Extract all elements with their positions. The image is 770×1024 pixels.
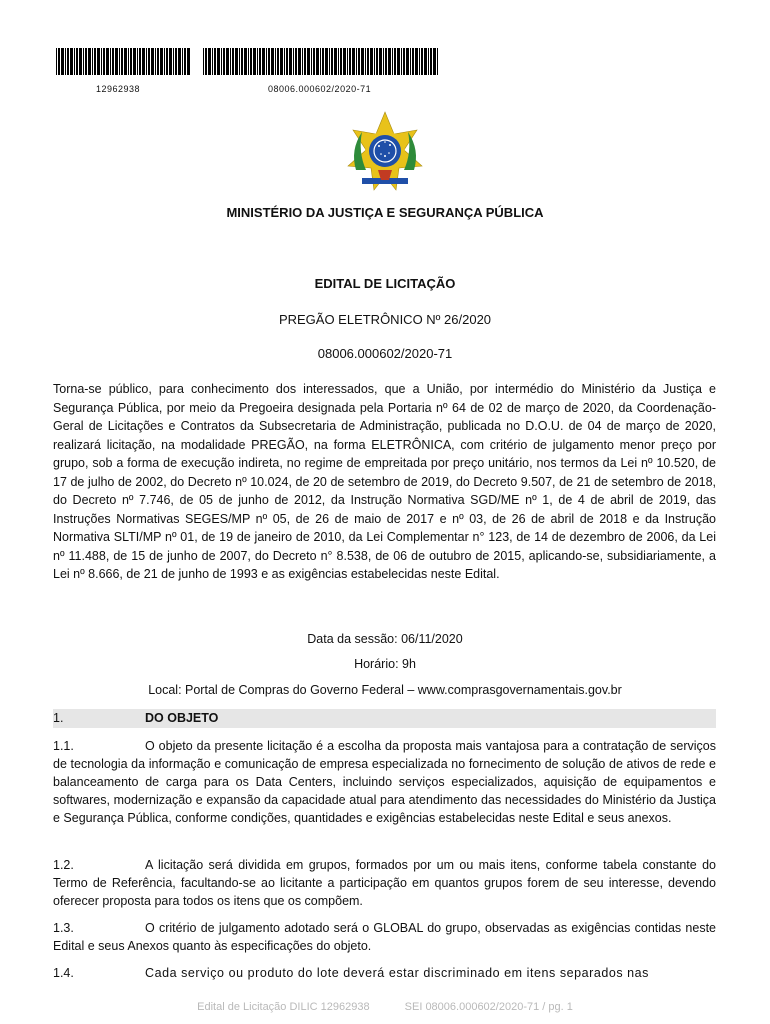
barcode-bar: [88, 48, 91, 75]
barcode-bar: [322, 48, 324, 75]
barcode-bar: [295, 48, 297, 75]
barcode-bar: [325, 48, 328, 75]
barcode-bar: [385, 48, 387, 75]
session-date: Data da sessão: 06/11/2020: [307, 632, 463, 646]
pregao-number: PREGÃO ELETRÔNICO Nº 26/2020: [278, 312, 492, 327]
barcode-bar: [106, 48, 109, 75]
barcode-bar: [244, 48, 247, 75]
barcode-bar: [241, 48, 243, 75]
barcode-bar: [250, 48, 252, 75]
barcode-bar: [56, 48, 57, 75]
barcode-bar: [268, 48, 270, 75]
barcode-bar: [397, 48, 400, 75]
session-local: Local: Portal de Compras do Governo Federal – www.comprasgovernamentais.gov.br: [148, 683, 622, 697]
document-title: EDITAL DE LICITAÇÃO: [314, 276, 456, 291]
item-1-2: [53, 856, 716, 910]
barcode-bar: [313, 48, 315, 75]
barcode-bar: [374, 48, 375, 75]
barcode-bar: [226, 48, 229, 75]
barcode-bar: [221, 48, 222, 75]
barcode-bar: [367, 48, 369, 75]
barcode-left-number: 12962938: [96, 84, 141, 94]
barcode-bar: [298, 48, 301, 75]
barcode-bar: [419, 48, 420, 75]
barcode-bar: [94, 48, 96, 75]
barcode-bar: [76, 48, 78, 75]
barcode-bar: [403, 48, 405, 75]
barcode-bar: [79, 48, 82, 75]
barcode-right: [203, 48, 443, 75]
item-text: O critério de julgamento adotado será o GLOBAL do grupo, observadas as exigências contidas neste Edital e seus Anexos quanto às especificações do objeto.: [53, 921, 716, 953]
barcode-bar: [112, 48, 114, 75]
barcode-bar: [415, 48, 418, 75]
barcode-bar: [70, 48, 73, 75]
barcode-bar: [356, 48, 357, 75]
barcode-bar: [376, 48, 378, 75]
session-time: Horário: 9h: [354, 657, 416, 671]
barcode-bar: [343, 48, 346, 75]
barcode-bar: [394, 48, 396, 75]
barcode-bar: [110, 48, 111, 75]
barcode-bar: [61, 48, 64, 75]
barcode-bar: [266, 48, 267, 75]
barcode-bar: [133, 48, 136, 75]
intro-paragraph: Torna-se público, para conhecimento dos interessados, que a União, por intermédio do Ministério da Justiça e Segurança Pública, por meio da Pregoeira designada pela Portaria nº 64 de 02 de março de 2020, da Coordenação-Geral de Licitações e Contratos da Subsecretaria de Administração, publicada no D.O.U. de 04 de março de 2020, realizará licitação, na modalidade PREGÃO, na forma ELETRÔNICA, com critério de julgamento menor preço por grupo, sob a forma de execução indireta, no regime de empreitada por preço unitário, nos termos da Lei nº 10.520, de 17 de julho de 2002, do Decreto nº 10.024, de 20 de setembro de 2019, do Decreto 9.507, de 21 de setembro de 2018, do Decreto nº 7.746, de 05 de junho de 2012, da Instrução Normativa SGD/ME nº 1, de 4 de abril de 2019, das Instruções Normativas SEGES/MP nº 05, de 26 de maio de 2017 e nº 03, de 26 de abril de 2018 e da Instrução Normativa SLTI/MP nº 01, de 19 de janeiro de 2010, da Lei Complementar n° 123, de 14 de dezembro de 2006, da Lei nº 11.488, de 15 de junho de 2007, do Decreto n° 8.538, de 06 de outubro de 2015, aplicando-se, subsidiariamente, a Lei nº 8.666, de 21 de junho de 1993 e as exigências estabelecidas neste Edital.: [53, 382, 716, 581]
barcode-bar: [139, 48, 141, 75]
barcode-bar: [284, 48, 285, 75]
barcode-bar: [352, 48, 355, 75]
barcode-bar: [101, 48, 102, 75]
barcode-bar: [230, 48, 231, 75]
barcode-bar: [103, 48, 105, 75]
barcode-bar: [271, 48, 274, 75]
item-1-3: [53, 919, 716, 955]
barcode-bar: [338, 48, 339, 75]
barcode-bar: [235, 48, 238, 75]
barcode-bar: [164, 48, 165, 75]
barcode-bar: [65, 48, 66, 75]
barcode-bar: [289, 48, 292, 75]
barcode-bar: [334, 48, 337, 75]
item-text: A licitação será dividida em grupos, formados por um ou mais itens, conforme tabela constante do Termo de Referência, facultando-se ao licitante a participação em quantos grupos forem de seu interesse, devendo oferecer proposta para todos os itens que os compõem.: [53, 858, 716, 908]
barcode-bar: [97, 48, 100, 75]
barcode-bar: [119, 48, 120, 75]
item-number: 1.2.: [53, 858, 74, 872]
barcode-bar: [412, 48, 414, 75]
coat-of-arms-emblem: [342, 110, 428, 196]
barcode-bar: [74, 48, 75, 75]
barcode-bar: [124, 48, 127, 75]
barcode-bar: [169, 48, 172, 75]
barcode-bar: [275, 48, 276, 75]
barcode-bar: [410, 48, 411, 75]
item-1-4: [53, 964, 716, 982]
barcode-bar: [223, 48, 225, 75]
barcode-bar: [115, 48, 118, 75]
barcode-bar: [347, 48, 348, 75]
barcode-bar: [67, 48, 69, 75]
item-number: 1.1.: [53, 739, 74, 753]
barcode-bar: [428, 48, 429, 75]
barcode-bar: [392, 48, 393, 75]
barcode-bar: [421, 48, 423, 75]
barcode-bar: [388, 48, 391, 75]
item-number: 1.3.: [53, 921, 74, 935]
barcode-bar: [92, 48, 93, 75]
barcode-bar: [151, 48, 154, 75]
barcode-bar: [257, 48, 258, 75]
barcode-bar: [173, 48, 174, 75]
barcode-bar: [293, 48, 294, 75]
barcode-bar: [166, 48, 168, 75]
item-text: O objeto da presente licitação é a escolha da proposta mais vantajosa para a contratação de serviços de tecnologia da informação e comunicação de empresa especializada no fornecimento de solução de ativos de rede e balanceamento de carga para os Data Centers, incluindo serviços especializados, aquisição de equipamentos e softwares, modernização e expansão da capacidade atual para atendimento das necessidades do Ministério da Justiça e Segurança Pública, conforme condições, quantidades e exigências estabelecidas neste Edital e seus anexos.: [53, 739, 716, 825]
barcode-bar: [358, 48, 360, 75]
barcode-bar: [437, 48, 438, 75]
footer-left: Edital de Licitação DILIC 12962938: [197, 1001, 370, 1013]
barcode-bar: [304, 48, 306, 75]
barcode-bar: [280, 48, 283, 75]
barcode-bar: [302, 48, 303, 75]
barcode-bar: [316, 48, 319, 75]
ministry-title: MINISTÉRIO DA JUSTIÇA E SEGURANÇA PÚBLICA: [226, 205, 544, 220]
barcode-bar: [433, 48, 436, 75]
barcode-bar: [248, 48, 249, 75]
barcode-bar: [232, 48, 234, 75]
barcode-bar: [214, 48, 216, 75]
item-number: 1.4.: [53, 966, 74, 980]
page-footer: [0, 1001, 770, 1013]
barcode-bar: [212, 48, 213, 75]
barcode-bar: [361, 48, 364, 75]
barcode-bar: [83, 48, 84, 75]
barcode-bar: [383, 48, 384, 75]
barcode-bar: [329, 48, 330, 75]
barcode-bar: [157, 48, 159, 75]
section-heading: [53, 709, 716, 728]
barcode-bar: [128, 48, 129, 75]
barcode-bar: [401, 48, 402, 75]
item-1-1: [53, 737, 716, 827]
barcode-bar: [307, 48, 310, 75]
barcode-bar: [320, 48, 321, 75]
barcode-bar: [58, 48, 60, 75]
section-title: DO OBJETO: [145, 711, 219, 725]
barcode-bar: [331, 48, 333, 75]
barcode-bar: [121, 48, 123, 75]
footer-right: SEI 08006.000602/2020-71 / pg. 1: [404, 1001, 573, 1013]
barcode-bar: [142, 48, 145, 75]
barcode-right-number: 08006.000602/2020-71: [268, 84, 372, 94]
barcode-bar: [187, 48, 190, 75]
barcode-bar: [130, 48, 132, 75]
barcode-bar: [253, 48, 256, 75]
barcode-bar: [203, 48, 204, 75]
process-number: 08006.000602/2020-71: [317, 346, 453, 361]
barcode-bar: [208, 48, 211, 75]
barcode-bar: [311, 48, 312, 75]
barcode-bar: [217, 48, 220, 75]
barcode-bar: [155, 48, 156, 75]
barcode-bar: [340, 48, 342, 75]
barcode-bar: [137, 48, 138, 75]
barcode-bar: [259, 48, 261, 75]
barcode-bar: [146, 48, 147, 75]
barcode-bar: [424, 48, 427, 75]
barcode-bar: [239, 48, 240, 75]
barcode-bar: [406, 48, 409, 75]
barcode-bar: [182, 48, 183, 75]
barcode-bar: [178, 48, 181, 75]
barcode-bar: [379, 48, 382, 75]
item-text: Cada serviço ou produto do lote deverá estar discriminado em itens separados nas: [145, 966, 649, 980]
barcode-bar: [85, 48, 87, 75]
section-number: 1.: [53, 711, 64, 725]
barcode-left: [56, 48, 192, 75]
barcode-bar: [205, 48, 207, 75]
barcode-bar: [160, 48, 163, 75]
barcode-bar: [349, 48, 351, 75]
barcode-bar: [286, 48, 288, 75]
barcode-bar: [370, 48, 373, 75]
barcode-bar: [277, 48, 279, 75]
barcode-bar: [175, 48, 177, 75]
barcode-bar: [430, 48, 432, 75]
barcode-bar: [262, 48, 265, 75]
barcode-bar: [184, 48, 186, 75]
barcode-bar: [365, 48, 366, 75]
barcode-bar: [148, 48, 150, 75]
